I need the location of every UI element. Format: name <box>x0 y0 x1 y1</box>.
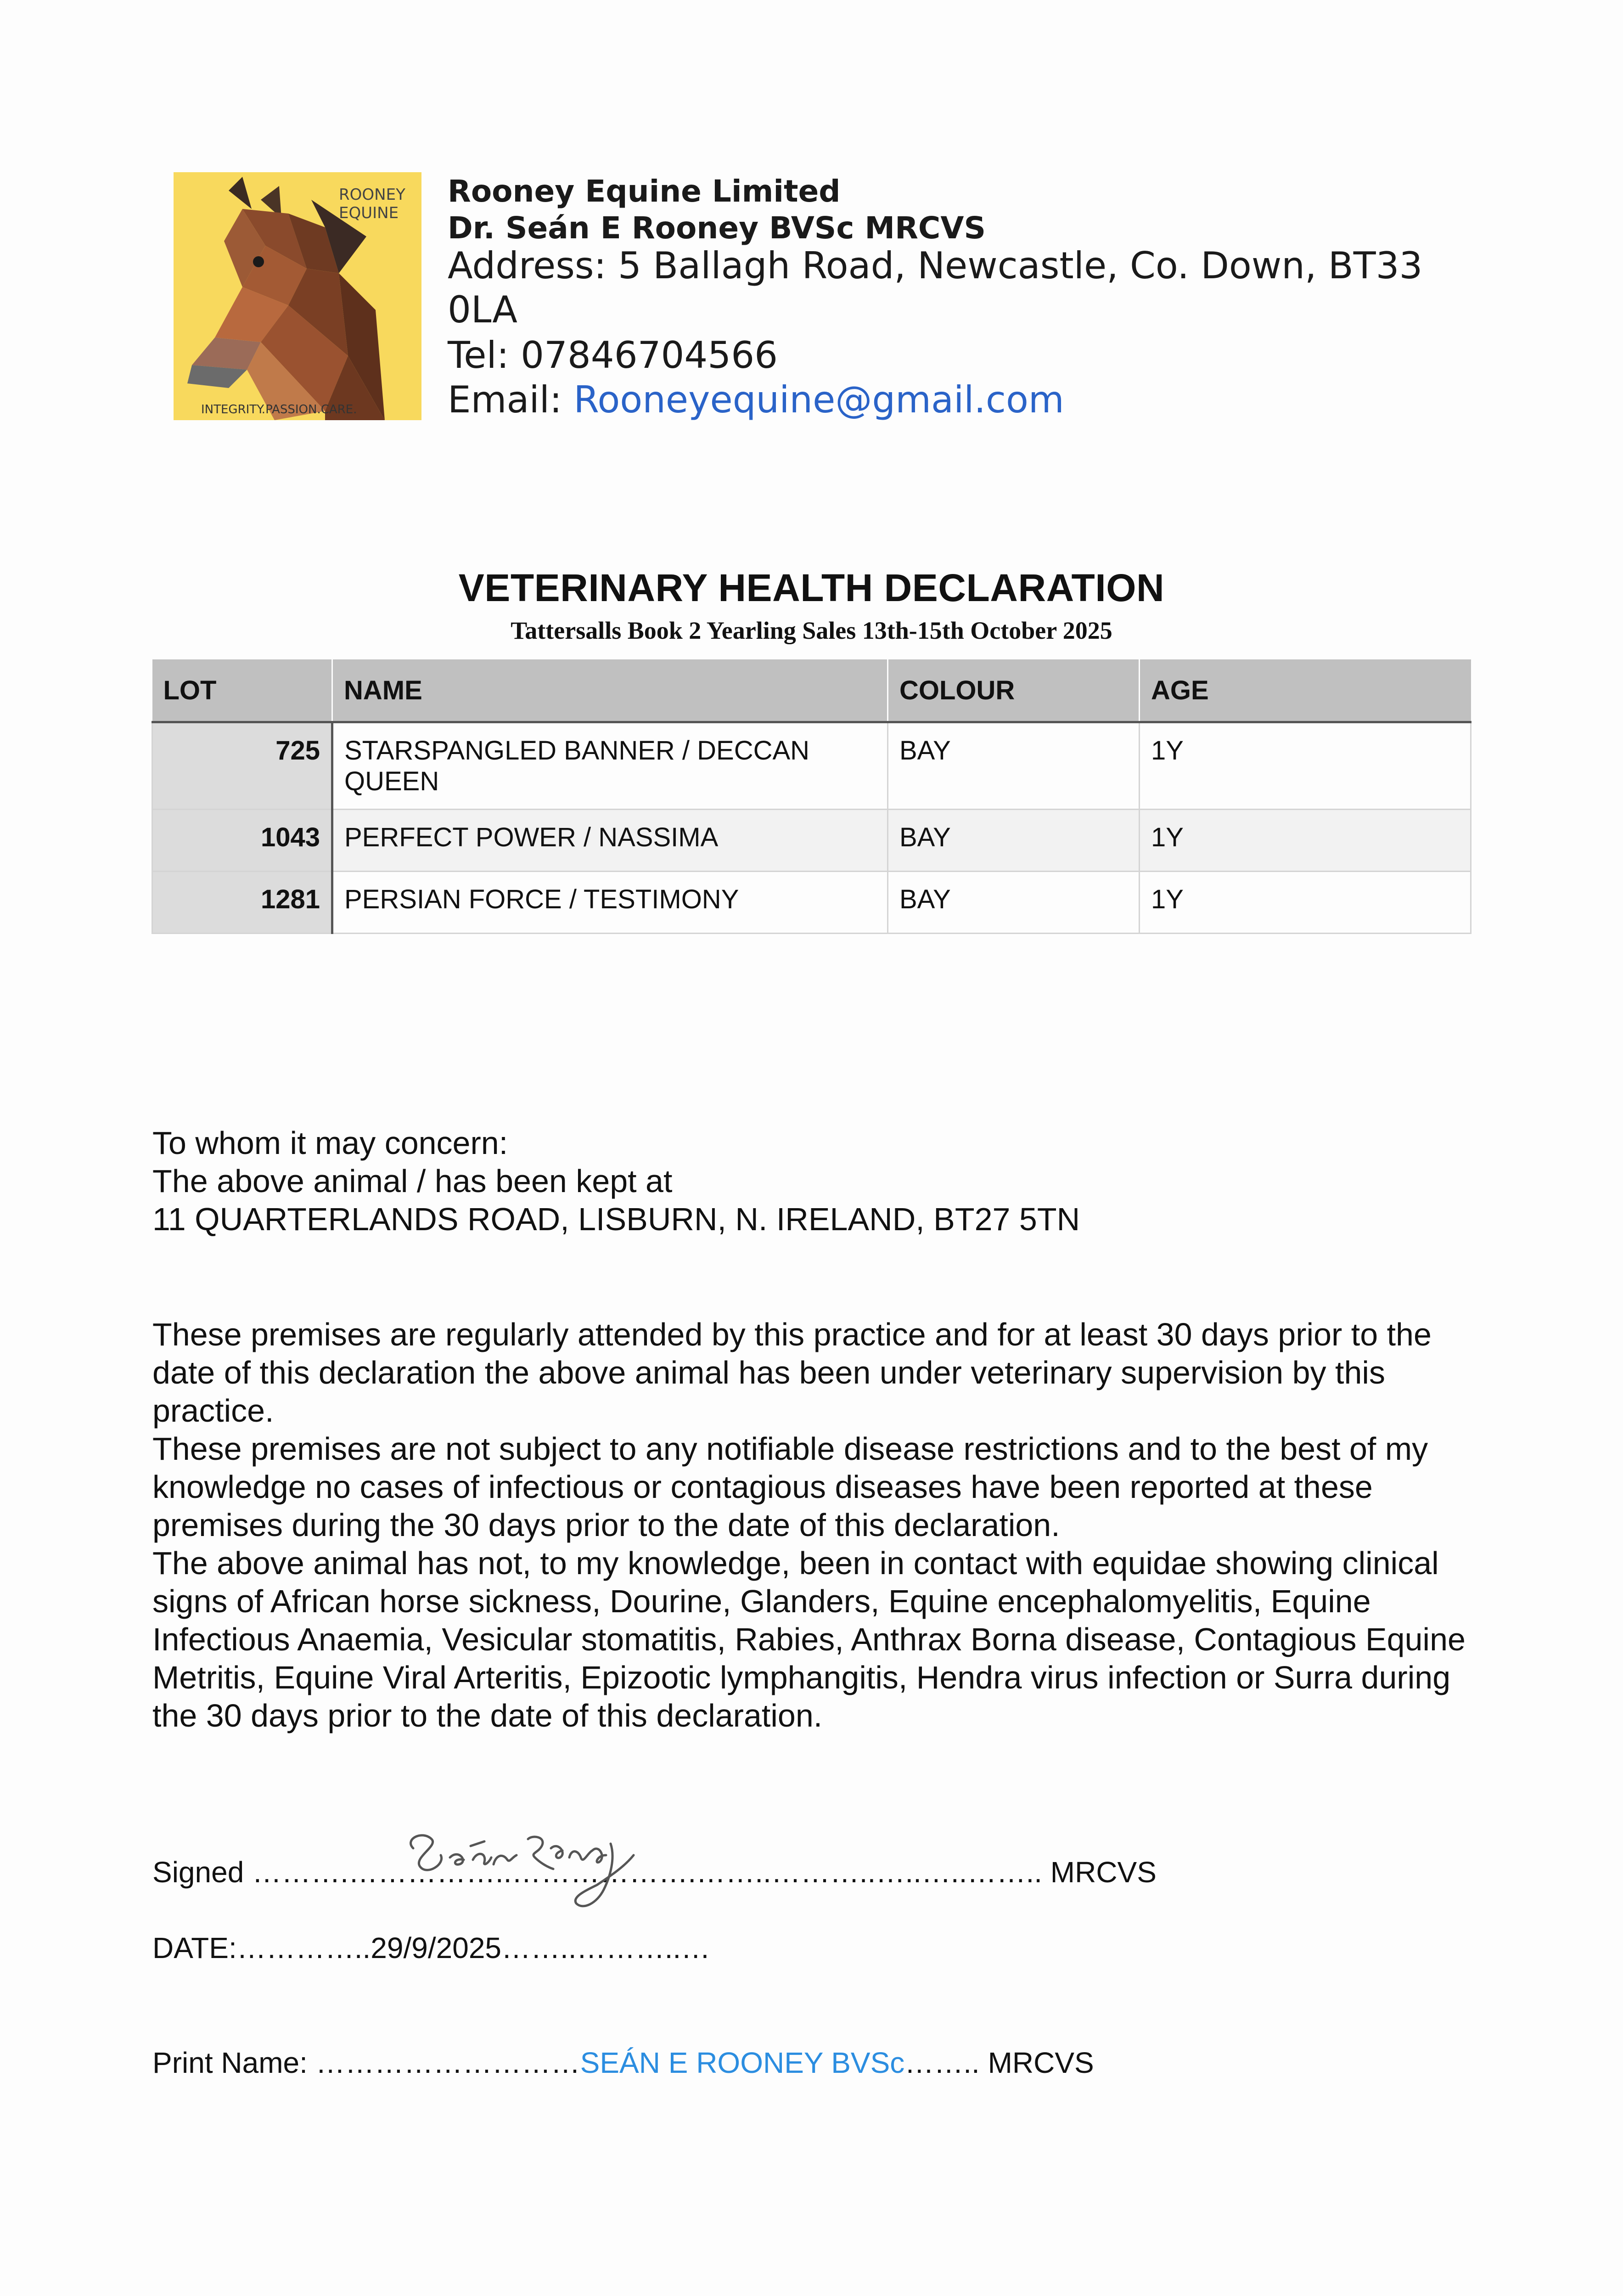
telephone: Tel: 07846704566 <box>448 334 778 377</box>
signed-dots: ……….……………..……………….……..………..…..…..…….. <box>252 1856 1042 1889</box>
name-line: STARSPANGLED BANNER / DECCAN <box>344 736 810 765</box>
declaration-paragraph-1: These premises are regularly attended by this practice and for at least 30 days prior to the date of this declaration the above animal has been under veterinary supervision by this practice. <box>152 1317 1432 1429</box>
logo-text-rooney: ROONEY <box>339 186 405 204</box>
address-line2: 0LA <box>448 288 518 331</box>
logo-text-equine: EQUINE <box>339 204 399 222</box>
email-label: Email: <box>448 378 574 421</box>
cell-colour: BAY <box>888 810 1140 872</box>
declaration-paragraph-3: The above animal has not, to my knowledge, been in contact with equidae showing clinical signs of African horse sickness, Dourine, Glanders, Equine encephalomyelitis, Equine Infectious Anaemia, Vesicular stomatitis, Rabies, Anthrax Borna disease, Contagious Equine Metritis, Equine Viral Arteritis, Epizootic lymphangitis, Hendra virus infection or Surra during the 30 days prior to the date of this declaration. <box>152 1545 1466 1733</box>
cell-age: 1Y <box>1140 872 1471 934</box>
address-line1: Address: 5 Ballagh Road, Newcastle, Co. Down, BT33 <box>448 244 1423 287</box>
salutation: To whom it may concern: <box>152 1125 508 1161</box>
cell-age: 1Y <box>1140 810 1471 872</box>
print-name-label: Print Name: ……………………… <box>152 2046 580 2079</box>
date-line: DATE:…………..29/9/2025……..………..… <box>152 1931 711 1964</box>
document-title: VETERINARY HEALTH DECLARATION <box>458 566 1165 609</box>
header-colour: COLOUR <box>888 659 1140 722</box>
print-name-line <box>152 2046 1094 2080</box>
table-row <box>152 872 1471 934</box>
print-name-value: SEÁN E ROONEY BVSc <box>580 2046 905 2079</box>
email-link[interactable]: Rooneyequine@gmail.com <box>573 378 1064 421</box>
signed-line <box>152 1855 1157 1889</box>
cell-name: PERSIAN FORCE / TESTIMONY <box>332 872 888 934</box>
cell-colour: BAY <box>888 872 1140 934</box>
signed-suffix: MRCVS <box>1042 1856 1157 1889</box>
table-row <box>152 810 1471 872</box>
company-logo <box>174 172 421 420</box>
cell-lot: 1043 <box>152 810 332 872</box>
cell-colour: BAY <box>888 722 1140 810</box>
handwritten-signature <box>395 1821 652 1917</box>
company-name: Rooney Equine Limited <box>448 174 841 209</box>
vet-name: Dr. Seán E Rooney BVSc MRCVS <box>448 210 986 246</box>
kept-at-line: The above animal / has been kept at <box>152 1163 673 1199</box>
intro-block <box>152 1124 1484 1238</box>
document-subtitle: Tattersalls Book 2 Yearling Sales 13th-15th October 2025 <box>511 617 1112 644</box>
email-line <box>448 378 1064 421</box>
cell-lot: 1281 <box>152 872 332 934</box>
premises-address: 11 QUARTERLANDS ROAD, LISBURN, N. IRELAND, BT27 5TN <box>152 1201 1080 1237</box>
logo-tagline: INTEGRITY.PASSION.CARE. <box>201 403 357 416</box>
cell-lot: 725 <box>152 722 332 810</box>
table-header-row <box>152 659 1471 722</box>
cell-name <box>332 722 888 810</box>
declaration-body <box>152 1316 1484 1735</box>
cell-name: PERFECT POWER / NASSIMA <box>332 810 888 872</box>
table-row <box>152 722 1471 810</box>
name-line: QUEEN <box>344 766 439 796</box>
signed-label: Signed <box>152 1856 253 1889</box>
header-age: AGE <box>1140 659 1471 722</box>
lots-table <box>152 659 1471 934</box>
cell-age: 1Y <box>1140 722 1471 810</box>
header-name: NAME <box>332 659 888 722</box>
header-lot: LOT <box>152 659 332 722</box>
print-name-suffix: …….. MRCVS <box>904 2046 1094 2079</box>
declaration-paragraph-2: These premises are not subject to any notifiable disease restrictions and to the best of my knowledge no cases of infectious or contagious diseases have been reported at these premises during the 30 days prior to the date of this declaration. <box>152 1431 1428 1543</box>
